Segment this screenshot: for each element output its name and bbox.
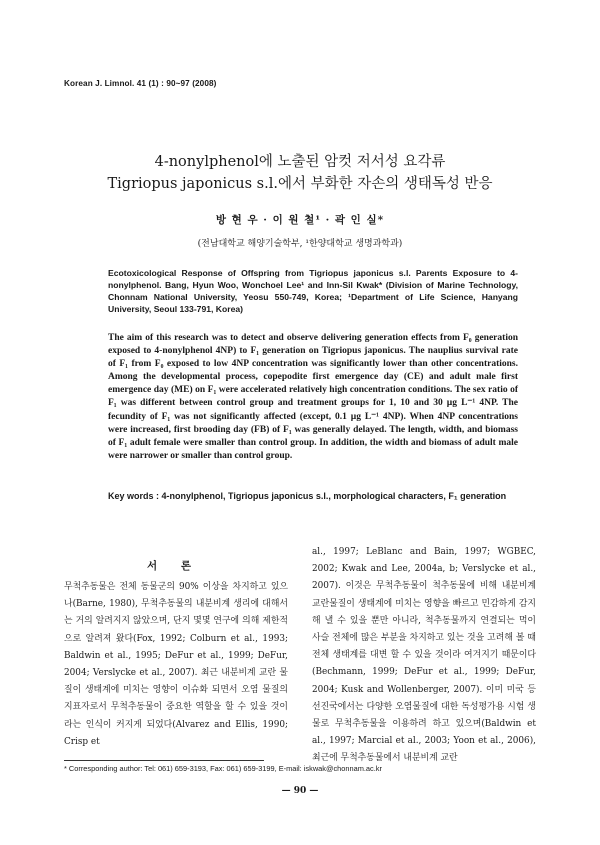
keywords-block xyxy=(108,490,518,503)
footnote: * Corresponding author: Tel: 061) 659-3193, Fax: 061) 659-3199, E-mail: iskwak@chonnam.ac.kr xyxy=(64,764,382,773)
intro-right-column: al., 1997; LeBlanc and Bain, 1997; WGBEC, 2002; Kwak and Lee, 2004a, b; Verslycke et al., 2007). 이것은 무척추동물이 척추동물에 비해 내분비계 교란물질이 생태계에 미치는 영향을 빠르고 민감하게 감지해 낼 수 있을 뿐만 아니라, 척추동물까지 연결되는 먹이 사슬 전체에 많은 부분을 차지하고 있는 것을 고려해 볼 때 전체 생태계를 대변 할 수 있을 것이라 여겨지기 때문이다(Bechmann, 1999; DeFur et al., 1999; DeFur, 2004; Kusk and Wollenberger, 2007). 이미 미국 등 선진국에서는 다양한 오염물질에 대한 독성평가용 시험 생물로 무척추동물을 이용하려 하고 있으며(Baldwin et al., 1997; Marcial et al., 2003; Yoon et al., 2006), 최근에 무척추동물에서 내분비계 교란 xyxy=(312,547,536,764)
authors: 방 현 우 · 이 원 철¹ · 곽 인 실* xyxy=(215,214,385,226)
keywords-label: Key words : xyxy=(108,491,162,501)
footnote-rule xyxy=(64,760,264,761)
affiliation: (전남대학교 해양기술학부, ¹한양대학교 생명과학과) xyxy=(197,239,403,249)
english-title-block: Ecotoxicological Response of Offspring from Tigriopus japonicus s.l. Parents Exposure to 4-nonylphenol. Bang, Hyun Woo, Wonchoel Lee¹ and Inn-Sil Kwak* (Division of Marine Technology, Chonnam National University, Yeosu 550-749, Korea; ¹Department of Life Science, Hanyang University, Seoul 133-791, Korea) xyxy=(108,268,518,314)
intro-left-column: 무척추동물은 전체 동물군의 90% 이상을 차지하고 있으나(Barne, 1980), 무척추동물의 내분비계 생리에 대해서는 거의 알려지지 않았으며, 단지 몇몇 연구에 의해 제한적으로 알려져 왔다(Fox, 1992; Colburn et al., 1993; Baldwin et al., 1995; DeFur et al., 1999; DeFur, 2004; Verslycke et al., 2007). 최근 내분비계 교란 물질이 생태계에 미치는 영향이 이슈화 되면서 오염 물질의 지표자로서 무척추동물이 중요한 역할을 할 수 있을 것이라는 인식이 커지게 되었다(Alvarez and Ellis, 1990; Crisp et xyxy=(64,582,288,747)
section-heading-introduction: 서 론 xyxy=(147,560,201,572)
page-number: — 90 — xyxy=(281,786,319,796)
korean-title-line1: 4-nonylphenol에 노출된 암컷 저서성 요각류 xyxy=(154,154,446,170)
journal-reference: Korean J. Limnol. 41 (1) : 90~97 (2008) xyxy=(64,79,217,88)
keywords: 4-nonylphenol, Tigriopus japonicus s.l., morphological characters, F₁ generation xyxy=(161,491,507,501)
korean-title-line2: Tigriopus japonicus s.l.에서 부화한 자손의 생태독성 반응 xyxy=(107,176,493,192)
abstract: The aim of this research was to detect and observe delivering generation effects from F₀ generation exposed to 4-nonylphenol 4NP) to F₁ generation on Tigriopus japonicus. The nauplius survival rate of F₁ from F₀ exposed to low 4NP concentration was significantly lower than other concentrations. Among the developmental process, copepodite first emergence day (CE) and adult male first emergence day (ME) on F₁ were accelerated relatively high concentration conditions. The sex ratio of F₁ was different between control group and treatment groups for 1, 10 and 30 µg L⁻¹ 4NP. The fecundity of F₁ was not significantly affected (except, 0.1 µg L⁻¹ 4NP). When 4NP concentrations were increased, first brooding day (FB) of F₁ was generally delayed. The length, width, and biomass of F₁ adult female were smaller than control group. In addition, the width and biomass of adult male were narrower or smaller than control group. xyxy=(108,333,518,461)
